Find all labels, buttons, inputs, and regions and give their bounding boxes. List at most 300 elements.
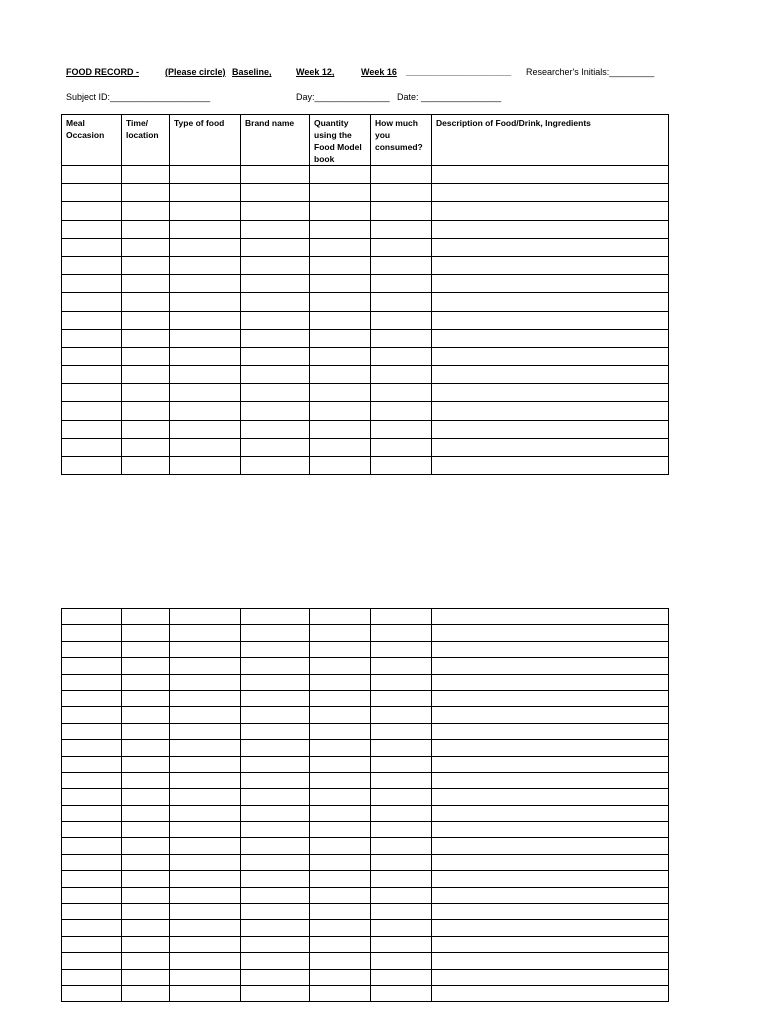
entry-cell[interactable] <box>122 871 170 887</box>
entry-cell[interactable] <box>122 789 170 805</box>
entry-cell[interactable] <box>432 457 669 475</box>
entry-cell[interactable] <box>62 674 122 690</box>
entry-cell[interactable] <box>170 184 241 202</box>
entry-cell[interactable] <box>62 184 122 202</box>
entry-cell[interactable] <box>310 166 371 184</box>
entry-cell[interactable] <box>310 420 371 438</box>
entry-cell[interactable] <box>432 854 669 870</box>
entry-cell[interactable] <box>371 384 432 402</box>
entry-cell[interactable] <box>170 311 241 329</box>
entry-cell[interactable] <box>310 220 371 238</box>
entry-cell[interactable] <box>241 904 310 920</box>
entry-cell[interactable] <box>371 871 432 887</box>
entry-cell[interactable] <box>241 953 310 969</box>
entry-cell[interactable] <box>62 329 122 347</box>
entry-cell[interactable] <box>310 772 371 788</box>
entry-cell[interactable] <box>62 887 122 903</box>
entry-cell[interactable] <box>122 805 170 821</box>
entry-cell[interactable] <box>122 238 170 256</box>
entry-cell[interactable] <box>310 920 371 936</box>
entry-cell[interactable] <box>241 969 310 985</box>
entry-cell[interactable] <box>122 166 170 184</box>
entry-cell[interactable] <box>310 756 371 772</box>
entry-cell[interactable] <box>62 789 122 805</box>
entry-cell[interactable] <box>122 311 170 329</box>
entry-cell[interactable] <box>170 202 241 220</box>
entry-cell[interactable] <box>170 887 241 903</box>
entry-cell[interactable] <box>371 402 432 420</box>
entry-cell[interactable] <box>62 854 122 870</box>
entry-cell[interactable] <box>62 311 122 329</box>
entry-cell[interactable] <box>170 366 241 384</box>
entry-cell[interactable] <box>241 366 310 384</box>
entry-cell[interactable] <box>170 985 241 1001</box>
entry-cell[interactable] <box>170 457 241 475</box>
entry-cell[interactable] <box>371 457 432 475</box>
col-header-meal-occasion: Meal Occasion <box>62 115 122 166</box>
entry-cell[interactable] <box>432 805 669 821</box>
table-row <box>62 384 669 402</box>
entry-cell[interactable] <box>310 854 371 870</box>
entry-cell[interactable] <box>432 674 669 690</box>
subject-id-field[interactable]: Subject ID:____________________ <box>66 92 211 102</box>
entry-cell[interactable] <box>371 707 432 723</box>
entry-cell[interactable] <box>62 457 122 475</box>
entry-cell[interactable] <box>371 805 432 821</box>
entry-cell[interactable] <box>170 256 241 274</box>
entry-cell[interactable] <box>122 329 170 347</box>
entry-cell[interactable] <box>432 658 669 674</box>
entry-cell[interactable] <box>310 366 371 384</box>
entry-cell[interactable] <box>122 838 170 854</box>
entry-cell[interactable] <box>122 887 170 903</box>
entry-cell[interactable] <box>310 740 371 756</box>
entry-cell[interactable] <box>432 953 669 969</box>
entry-cell[interactable] <box>62 822 122 838</box>
entry-cell[interactable] <box>241 438 310 456</box>
entry-cell[interactable] <box>62 985 122 1001</box>
entry-cell[interactable] <box>241 311 310 329</box>
entry-cell[interactable] <box>241 887 310 903</box>
entry-cell[interactable] <box>62 438 122 456</box>
option-week-16[interactable]: Week 16 <box>361 67 397 77</box>
entry-cell[interactable] <box>62 920 122 936</box>
entry-cell[interactable] <box>310 723 371 739</box>
entry-cell[interactable] <box>310 625 371 641</box>
entry-cell[interactable] <box>122 202 170 220</box>
entry-cell[interactable] <box>62 293 122 311</box>
entry-cell[interactable] <box>241 238 310 256</box>
entry-cell[interactable] <box>310 184 371 202</box>
entry-cell[interactable] <box>62 805 122 821</box>
entry-cell[interactable] <box>371 438 432 456</box>
entry-cell[interactable] <box>371 887 432 903</box>
entry-cell[interactable] <box>241 936 310 952</box>
entry-cell[interactable] <box>432 329 669 347</box>
entry-cell[interactable] <box>170 904 241 920</box>
entry-cell[interactable] <box>371 936 432 952</box>
entry-cell[interactable] <box>310 985 371 1001</box>
entry-cell[interactable] <box>310 641 371 657</box>
entry-cell[interactable] <box>241 347 310 365</box>
entry-cell[interactable] <box>62 256 122 274</box>
entry-cell[interactable] <box>62 756 122 772</box>
entry-cell[interactable] <box>122 740 170 756</box>
entry-cell[interactable] <box>371 904 432 920</box>
entry-cell[interactable] <box>241 293 310 311</box>
entry-cell[interactable] <box>241 707 310 723</box>
entry-cell[interactable] <box>241 838 310 854</box>
entry-cell[interactable] <box>432 384 669 402</box>
entry-cell[interactable] <box>170 789 241 805</box>
entry-cell[interactable] <box>432 772 669 788</box>
entry-cell[interactable] <box>432 904 669 920</box>
entry-cell[interactable] <box>432 420 669 438</box>
entry-cell[interactable] <box>62 707 122 723</box>
entry-cell[interactable] <box>170 690 241 706</box>
entry-cell[interactable] <box>432 256 669 274</box>
entry-cell[interactable] <box>170 625 241 641</box>
entry-cell[interactable] <box>122 822 170 838</box>
entry-cell[interactable] <box>432 366 669 384</box>
entry-cell[interactable] <box>310 871 371 887</box>
entry-cell[interactable] <box>310 969 371 985</box>
entry-cell[interactable] <box>122 985 170 1001</box>
entry-cell[interactable] <box>122 438 170 456</box>
entry-cell[interactable] <box>62 402 122 420</box>
entry-cell[interactable] <box>432 920 669 936</box>
entry-cell[interactable] <box>310 438 371 456</box>
entry-cell[interactable] <box>241 756 310 772</box>
entry-cell[interactable] <box>62 690 122 706</box>
entry-cell[interactable] <box>310 953 371 969</box>
entry-cell[interactable] <box>170 641 241 657</box>
entry-cell[interactable] <box>122 969 170 985</box>
entry-cell[interactable] <box>432 202 669 220</box>
entry-cell[interactable] <box>241 256 310 274</box>
entry-cell[interactable] <box>170 871 241 887</box>
entry-cell[interactable] <box>432 347 669 365</box>
entry-cell[interactable] <box>241 871 310 887</box>
entry-cell[interactable] <box>122 936 170 952</box>
entry-cell[interactable] <box>170 658 241 674</box>
entry-cell[interactable] <box>371 838 432 854</box>
entry-cell[interactable] <box>170 402 241 420</box>
entry-cell[interactable] <box>241 920 310 936</box>
entry-cell[interactable] <box>62 166 122 184</box>
entry-cell[interactable] <box>241 658 310 674</box>
entry-cell[interactable] <box>241 641 310 657</box>
entry-cell[interactable] <box>432 402 669 420</box>
day-field[interactable]: Day:_______________ <box>296 92 390 102</box>
entry-cell[interactable] <box>432 625 669 641</box>
entry-cell[interactable] <box>310 690 371 706</box>
entry-cell[interactable] <box>122 674 170 690</box>
entry-cell[interactable] <box>170 953 241 969</box>
entry-cell[interactable] <box>170 756 241 772</box>
entry-cell[interactable] <box>432 184 669 202</box>
entry-cell[interactable] <box>122 366 170 384</box>
entry-cell[interactable] <box>122 854 170 870</box>
entry-cell[interactable] <box>62 969 122 985</box>
entry-cell[interactable] <box>170 609 241 625</box>
entry-cell[interactable] <box>371 184 432 202</box>
entry-cell[interactable] <box>62 658 122 674</box>
entry-cell[interactable] <box>432 293 669 311</box>
entry-cell[interactable] <box>122 723 170 739</box>
entry-cell[interactable] <box>241 985 310 1001</box>
entry-cell[interactable] <box>241 822 310 838</box>
entry-cell[interactable] <box>432 822 669 838</box>
entry-cell[interactable] <box>310 402 371 420</box>
entry-cell[interactable] <box>432 238 669 256</box>
entry-cell[interactable] <box>170 384 241 402</box>
col-header-time-location: Time/ location <box>122 115 170 166</box>
entry-cell[interactable] <box>432 641 669 657</box>
entry-cell[interactable] <box>432 690 669 706</box>
entry-cell[interactable] <box>122 772 170 788</box>
entry-cell[interactable] <box>371 772 432 788</box>
entry-cell[interactable] <box>170 805 241 821</box>
entry-cell[interactable] <box>62 347 122 365</box>
entry-cell[interactable] <box>371 756 432 772</box>
entry-cell[interactable] <box>310 658 371 674</box>
entry-cell[interactable] <box>241 420 310 438</box>
entry-cell[interactable] <box>62 384 122 402</box>
entry-cell[interactable] <box>62 202 122 220</box>
entry-cell[interactable] <box>170 969 241 985</box>
entry-cell[interactable] <box>170 166 241 184</box>
entry-cell[interactable] <box>371 789 432 805</box>
entry-cell[interactable] <box>241 609 310 625</box>
option-week-12[interactable]: Week 12, <box>296 67 335 77</box>
entry-cell[interactable] <box>122 275 170 293</box>
entry-cell[interactable] <box>310 347 371 365</box>
entry-cell[interactable] <box>241 184 310 202</box>
entry-cell[interactable] <box>432 275 669 293</box>
table-row <box>62 985 669 1001</box>
entry-cell[interactable] <box>432 707 669 723</box>
entry-cell[interactable] <box>241 740 310 756</box>
entry-cell[interactable] <box>62 936 122 952</box>
entry-cell[interactable] <box>310 822 371 838</box>
entry-cell[interactable] <box>371 329 432 347</box>
entry-cell[interactable] <box>432 936 669 952</box>
entry-cell[interactable] <box>371 238 432 256</box>
entry-cell[interactable] <box>62 609 122 625</box>
entry-cell[interactable] <box>310 275 371 293</box>
entry-cell[interactable] <box>170 772 241 788</box>
entry-cell[interactable] <box>62 420 122 438</box>
entry-cell[interactable] <box>170 707 241 723</box>
entry-cell[interactable] <box>170 220 241 238</box>
entry-cell[interactable] <box>62 953 122 969</box>
entry-cell[interactable] <box>170 420 241 438</box>
entry-cell[interactable] <box>122 920 170 936</box>
entry-cell[interactable] <box>310 384 371 402</box>
entry-cell[interactable] <box>241 402 310 420</box>
entry-cell[interactable] <box>62 625 122 641</box>
entry-cell[interactable] <box>241 674 310 690</box>
entry-cell[interactable] <box>371 969 432 985</box>
entry-cell[interactable] <box>432 887 669 903</box>
entry-cell[interactable] <box>371 625 432 641</box>
entry-cell[interactable] <box>432 438 669 456</box>
entry-cell[interactable] <box>371 256 432 274</box>
entry-cell[interactable] <box>241 625 310 641</box>
entry-cell[interactable] <box>170 438 241 456</box>
entry-cell[interactable] <box>310 609 371 625</box>
entry-cell[interactable] <box>241 275 310 293</box>
entry-cell[interactable] <box>371 311 432 329</box>
entry-cell[interactable] <box>432 789 669 805</box>
entry-cell[interactable] <box>371 674 432 690</box>
entry-cell[interactable] <box>122 953 170 969</box>
entry-cell[interactable] <box>122 625 170 641</box>
entry-cell[interactable] <box>170 329 241 347</box>
entry-cell[interactable] <box>122 256 170 274</box>
entry-cell[interactable] <box>432 220 669 238</box>
entry-cell[interactable] <box>371 166 432 184</box>
entry-cell[interactable] <box>122 658 170 674</box>
entry-cell[interactable] <box>170 936 241 952</box>
entry-cell[interactable] <box>62 641 122 657</box>
entry-cell[interactable] <box>310 311 371 329</box>
entry-cell[interactable] <box>241 457 310 475</box>
entry-cell[interactable] <box>371 202 432 220</box>
entry-cell[interactable] <box>122 707 170 723</box>
entry-cell[interactable] <box>371 985 432 1001</box>
entry-cell[interactable] <box>62 366 122 384</box>
entry-cell[interactable] <box>122 756 170 772</box>
entry-cell[interactable] <box>170 674 241 690</box>
entry-cell[interactable] <box>371 822 432 838</box>
entry-cell[interactable] <box>122 420 170 438</box>
entry-cell[interactable] <box>241 789 310 805</box>
entry-cell[interactable] <box>122 402 170 420</box>
entry-cell[interactable] <box>122 457 170 475</box>
entry-cell[interactable] <box>310 707 371 723</box>
entry-cell[interactable] <box>310 457 371 475</box>
entry-cell[interactable] <box>371 420 432 438</box>
entry-cell[interactable] <box>310 805 371 821</box>
entry-cell[interactable] <box>241 772 310 788</box>
entry-cell[interactable] <box>122 220 170 238</box>
entry-cell[interactable] <box>170 293 241 311</box>
entry-cell[interactable] <box>170 347 241 365</box>
entry-cell[interactable] <box>310 936 371 952</box>
entry-cell[interactable] <box>170 723 241 739</box>
food-record-table <box>61 114 669 475</box>
entry-cell[interactable] <box>62 740 122 756</box>
entry-cell[interactable] <box>371 366 432 384</box>
entry-cell[interactable] <box>432 871 669 887</box>
entry-cell[interactable] <box>432 740 669 756</box>
entry-cell[interactable] <box>62 904 122 920</box>
option-baseline[interactable]: Baseline, <box>232 67 272 77</box>
entry-cell[interactable] <box>371 740 432 756</box>
entry-cell[interactable] <box>310 838 371 854</box>
entry-cell[interactable] <box>62 772 122 788</box>
entry-cell[interactable] <box>371 275 432 293</box>
entry-cell[interactable] <box>371 854 432 870</box>
entry-cell[interactable] <box>241 690 310 706</box>
entry-cell[interactable] <box>432 756 669 772</box>
entry-cell[interactable] <box>170 238 241 256</box>
entry-cell[interactable] <box>241 202 310 220</box>
entry-cell[interactable] <box>62 723 122 739</box>
entry-cell[interactable] <box>371 690 432 706</box>
entry-cell[interactable] <box>310 674 371 690</box>
entry-cell[interactable] <box>122 641 170 657</box>
entry-cell[interactable] <box>310 789 371 805</box>
entry-cell[interactable] <box>62 871 122 887</box>
entry-cell[interactable] <box>310 887 371 903</box>
entry-cell[interactable] <box>371 293 432 311</box>
entry-cell[interactable] <box>432 985 669 1001</box>
entry-cell[interactable] <box>371 920 432 936</box>
entry-cell[interactable] <box>241 220 310 238</box>
entry-cell[interactable] <box>241 329 310 347</box>
entry-cell[interactable] <box>122 384 170 402</box>
entry-cell[interactable] <box>122 904 170 920</box>
entry-cell[interactable] <box>432 969 669 985</box>
entry-cell[interactable] <box>170 838 241 854</box>
entry-cell[interactable] <box>62 838 122 854</box>
entry-cell[interactable] <box>170 920 241 936</box>
entry-cell[interactable] <box>170 822 241 838</box>
entry-cell[interactable] <box>122 293 170 311</box>
entry-cell[interactable] <box>62 220 122 238</box>
entry-cell[interactable] <box>241 854 310 870</box>
entry-cell[interactable] <box>241 723 310 739</box>
entry-cell[interactable] <box>371 609 432 625</box>
date-field[interactable]: Date: ________________ <box>397 92 502 102</box>
table-row <box>62 625 669 641</box>
entry-cell[interactable] <box>122 609 170 625</box>
entry-cell[interactable] <box>371 220 432 238</box>
entry-cell[interactable] <box>170 740 241 756</box>
entry-cell[interactable] <box>310 293 371 311</box>
entry-cell[interactable] <box>310 256 371 274</box>
entry-cell[interactable] <box>432 166 669 184</box>
entry-cell[interactable] <box>170 854 241 870</box>
entry-cell[interactable] <box>432 609 669 625</box>
entry-cell[interactable] <box>371 641 432 657</box>
entry-cell[interactable] <box>62 238 122 256</box>
entry-cell[interactable] <box>371 723 432 739</box>
entry-cell[interactable] <box>371 658 432 674</box>
entry-cell[interactable] <box>310 904 371 920</box>
entry-cell[interactable] <box>241 384 310 402</box>
entry-cell[interactable] <box>432 838 669 854</box>
entry-cell[interactable] <box>432 311 669 329</box>
entry-cell[interactable] <box>432 723 669 739</box>
entry-cell[interactable] <box>122 184 170 202</box>
researcher-initials-field[interactable]: Researcher's Initials:_________ <box>526 67 655 77</box>
entry-cell[interactable] <box>122 347 170 365</box>
entry-cell[interactable] <box>310 238 371 256</box>
entry-cell[interactable] <box>170 275 241 293</box>
entry-cell[interactable] <box>310 202 371 220</box>
entry-cell[interactable] <box>122 690 170 706</box>
entry-cell[interactable] <box>241 166 310 184</box>
entry-cell[interactable] <box>371 347 432 365</box>
entry-cell[interactable] <box>310 329 371 347</box>
entry-cell[interactable] <box>241 805 310 821</box>
entry-cell[interactable] <box>371 953 432 969</box>
entry-cell[interactable] <box>62 275 122 293</box>
